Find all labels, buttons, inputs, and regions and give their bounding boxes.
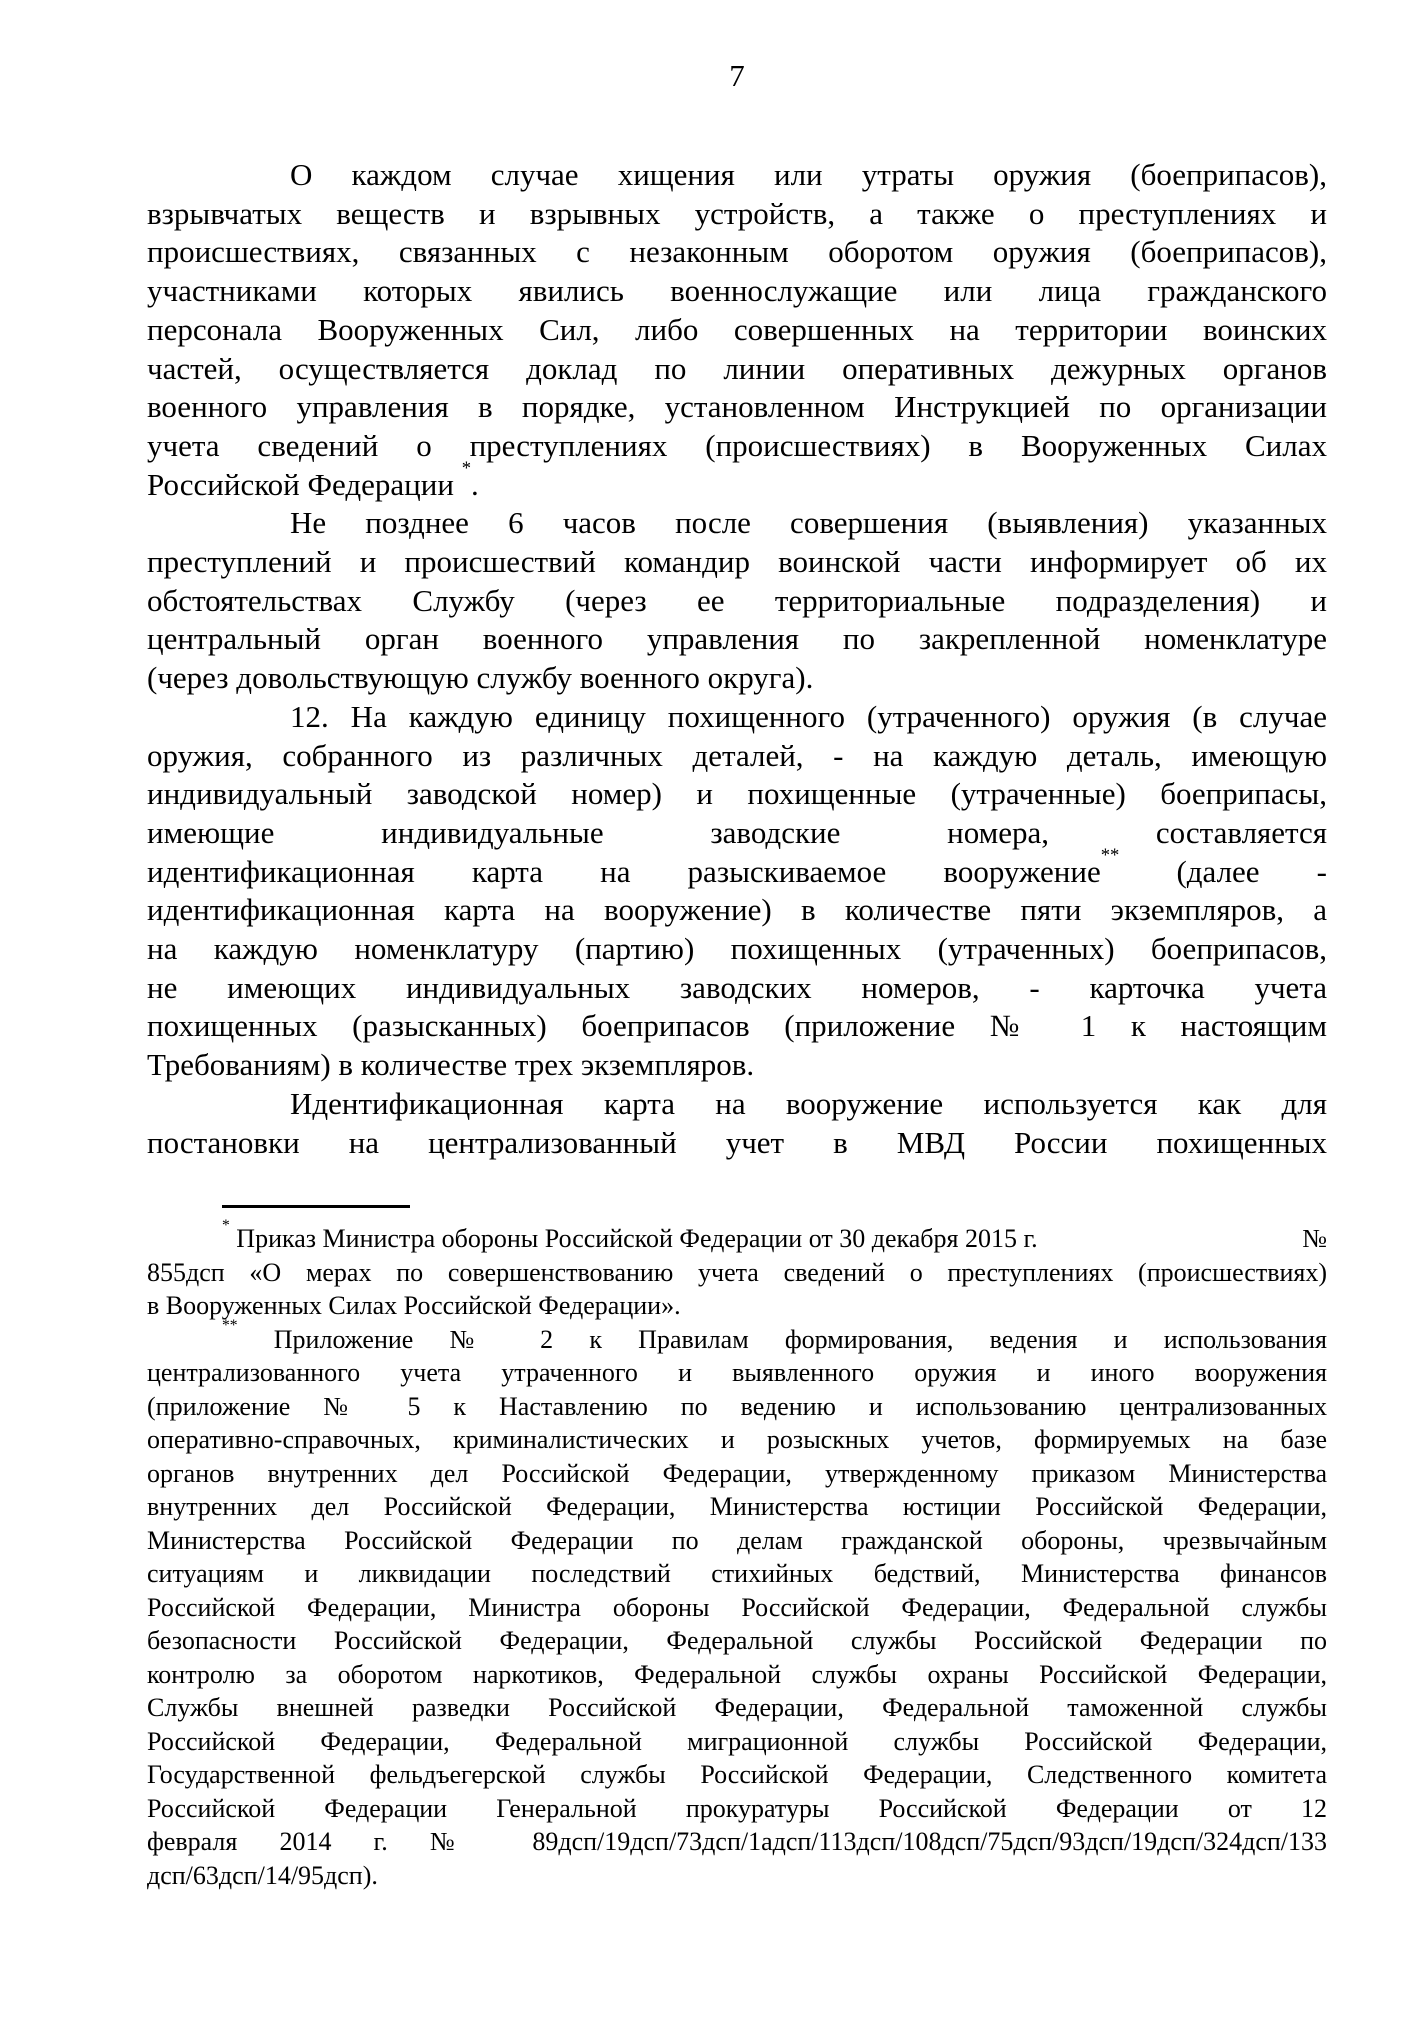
text-line: Не позднее 6 часов после совершения (выявления) указанных bbox=[290, 505, 1327, 541]
text-run: идентификационная карта на разыскиваемое вооружение bbox=[147, 853, 1101, 889]
paragraph bbox=[147, 156, 1327, 504]
footnote-line: ситуациям и ликвидации последствий стихийных бедствий, Министерства финансов bbox=[147, 1559, 1327, 1588]
text-line: индивидуальный заводской номер) и похищенные (утраченные) боеприпасы, bbox=[147, 776, 1327, 812]
footnote-line: Российской Федерации, Министра обороны Российской Федерации, Федеральной службы bbox=[147, 1592, 1327, 1622]
text-run: Приложение № 2 к Правилам формирования, ведения и использования bbox=[237, 1324, 1327, 1354]
text-line: персонала Вооруженных Сил, либо совершенных на территории воинских bbox=[147, 311, 1327, 347]
footnote bbox=[147, 1216, 1327, 1323]
text-line bbox=[147, 845, 1327, 892]
footnote-separator bbox=[222, 1205, 410, 1208]
page-number: 7 bbox=[729, 58, 745, 93]
footnote-marker: * bbox=[222, 1216, 230, 1234]
footnote-line: Российской Федерации Генеральной прокуратуры Российской Федерации от 12 bbox=[147, 1793, 1327, 1823]
text-line: идентификационная карта на вооружение) в количестве пяти экземпляров, а bbox=[147, 892, 1327, 928]
footnote-line bbox=[147, 1216, 1327, 1256]
text-line: взрывчатых веществ и взрывных устройств, а также о преступлениях и bbox=[147, 195, 1327, 231]
text-line: О каждом случае хищения или утраты оружия (боеприпасов), bbox=[290, 157, 1327, 192]
footnote-line: февраля 2014 г. № 89дсп/19дсп/73дсп/1адсп/113дсп/108дсп/75дсп/93дсп/19дсп/324дсп/133 bbox=[147, 1827, 1327, 1856]
text-line: оружия, собранного из различных деталей, - на каждую деталь, имеющую bbox=[147, 737, 1327, 773]
footnote-marker: ** bbox=[222, 1317, 238, 1335]
footnote-line: дсп/63дсп/14/95дсп). bbox=[147, 1860, 378, 1890]
text-line: учета сведений о преступлениях (происшествиях) в Вооруженных Силах bbox=[147, 427, 1327, 463]
footnote-line: Министерства Российской Федерации по делам гражданской обороны, чрезвычайным bbox=[147, 1525, 1327, 1555]
text-line: Идентификационная карта на вооружение используется как для bbox=[290, 1085, 1327, 1121]
text-line: частей, осуществляется доклад по линии оперативных дежурных органов bbox=[147, 350, 1327, 386]
text-line: центральный орган военного управления по закрепленной номенклатуре bbox=[147, 621, 1327, 657]
paragraph bbox=[147, 504, 1327, 698]
text-line: участниками которых явились военнослужащие или лица гражданского bbox=[147, 273, 1327, 309]
footnote-line: внутренних дел Российской Федерации, Министерства юстиции Российской Федерации, bbox=[147, 1492, 1327, 1521]
footnote-marker: ** bbox=[1100, 845, 1120, 867]
footnote-line: контролю за оборотом наркотиков, Федеральной службы охраны Российской Федерации, bbox=[147, 1659, 1327, 1689]
footnote-marker: * bbox=[461, 458, 471, 479]
text-line: обстоятельствах Службу (через ее территориальные подразделения) и bbox=[147, 582, 1327, 618]
footnote-line: органов внутренних дел Российской Федерации, утвержденному приказом Министерства bbox=[147, 1458, 1327, 1488]
text-line: происшествиях, связанных с незаконным оборотом оружия (боеприпасов), bbox=[147, 234, 1327, 270]
text-line: не имеющих индивидуальных заводских номеров, - карточка учета bbox=[147, 969, 1327, 1005]
text-line: 12. На каждую единицу похищенного (утраченного) оружия (в случае bbox=[290, 698, 1327, 734]
text-line: (через довольствующую службу военного округа). bbox=[147, 660, 814, 696]
footnote-line: в Вооруженных Силах Российской Федерации». bbox=[147, 1291, 681, 1320]
text-line: имеющие индивидуальные заводские номера, составляется bbox=[147, 814, 1327, 850]
footnote-line: Государственной фельдъегерской службы Российской Федерации, Следственного комитета bbox=[147, 1760, 1327, 1789]
text-run: (далее - bbox=[1119, 853, 1327, 889]
text-line: преступлений и происшествий командир воинской части информирует об их bbox=[147, 544, 1327, 580]
number-sign: № bbox=[1302, 1224, 1327, 1253]
paragraph bbox=[147, 698, 1327, 1085]
footnote-line: 855дсп «О мерах по совершенствованию учета сведений о преступлениях (происшествиях) bbox=[147, 1257, 1327, 1287]
footnotes-block bbox=[147, 1216, 1327, 1892]
text-run: Приказ Министра обороны Российской Федерации от 30 декабря 2015 г. bbox=[229, 1224, 1038, 1253]
footnote-line: безопасности Российской Федерации, Федеральной службы Российской Федерации по bbox=[147, 1626, 1327, 1655]
footnote-line: Российской Федерации, Федеральной миграционной службы Российской Федерации, bbox=[147, 1726, 1327, 1756]
text-line: Требованиям) в количестве трех экземпляров. bbox=[147, 1047, 755, 1083]
footnote-line: (приложение № 5 к Наставлению по ведению и использованию централизованных bbox=[147, 1391, 1327, 1421]
footnote-line: оперативно-справочных, криминалистических и розыскных учетов, формируемых на базе bbox=[147, 1425, 1327, 1454]
text-line: военного управления в порядке, установленном Инструкцией по организации bbox=[147, 389, 1327, 425]
footnote bbox=[147, 1317, 1327, 1893]
footnote-line: Службы внешней разведки Российской Федерации, Федеральной таможенной службы bbox=[147, 1693, 1327, 1722]
text-line bbox=[147, 458, 1327, 505]
text-line: на каждую номенклатуру (партию) похищенных (утраченных) боеприпасов, bbox=[147, 931, 1327, 967]
text-run: . bbox=[470, 466, 479, 502]
body-text-block bbox=[147, 156, 1327, 1162]
text-run: Российской Федерации bbox=[147, 466, 462, 502]
text-run bbox=[222, 1216, 1038, 1256]
text-line: постановки на централизованный учет в МВД России похищенных bbox=[147, 1124, 1327, 1160]
footnote-line bbox=[147, 1317, 1327, 1357]
footnote-line: централизованного учета утраченного и выявленного оружия и иного вооружения bbox=[147, 1358, 1327, 1387]
text-line: похищенных (разысканных) боеприпасов (приложение № 1 к настоящим bbox=[147, 1008, 1327, 1044]
paragraph bbox=[147, 1085, 1327, 1162]
